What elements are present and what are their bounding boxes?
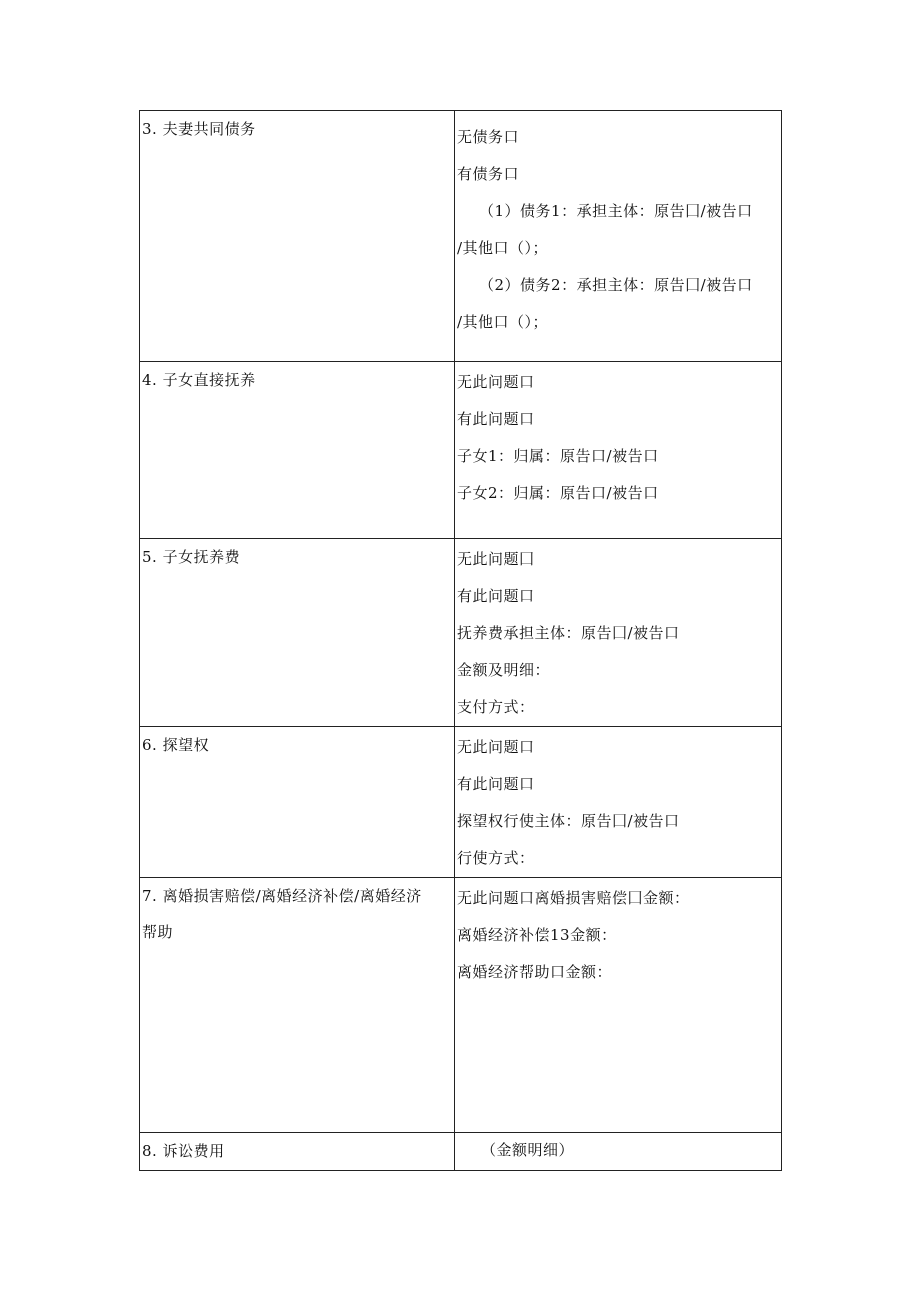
visitation-method-line: 行使方式： — [457, 849, 535, 867]
amount-detail-line: 金额及明细： — [457, 661, 551, 679]
row-value-cell — [455, 727, 782, 878]
economic-compensation-line: 离婚经济补偿13金额： — [457, 926, 617, 944]
row-value-cell — [455, 539, 782, 727]
row-label-cell — [140, 111, 455, 362]
debt-2-other-line: /其他口（）； — [457, 313, 549, 331]
option-has-issue: 有此问题口 — [457, 775, 535, 793]
row-label-cell — [140, 539, 455, 727]
row-label-cell — [140, 878, 455, 1133]
row-label: 3. 夫妻共同债务 — [142, 120, 256, 138]
row-value-cell — [455, 362, 782, 539]
row-value-cell — [455, 878, 782, 1133]
option-no-issue: 无此问题口 — [457, 373, 535, 391]
option-has-issue: 有此问题口 — [457, 587, 535, 605]
option-no-issue: 无此问题囗 — [457, 550, 535, 568]
row-label: 6. 探望权 — [142, 736, 210, 754]
row-label: 8. 诉讼费用 — [142, 1142, 225, 1160]
damages-compensation-line: 无此问题口离婚损害赔偿囗金额： — [457, 889, 690, 907]
table-row — [140, 111, 782, 362]
debt-1-line: （1）债务1：承担主体：原告囗/被告口 — [479, 202, 753, 220]
option-no-debt: 无债务口 — [457, 128, 520, 146]
economic-assistance-line: 离婚经济帮助口金额： — [457, 963, 613, 981]
table-row — [140, 1133, 782, 1171]
table-row — [140, 878, 782, 1133]
payment-method-line: 支付方式： — [457, 698, 535, 716]
row-label: 4. 子女直接抚养 — [142, 371, 256, 389]
option-no-issue: 无此问题口 — [457, 738, 535, 756]
table-row — [140, 362, 782, 539]
table-row — [140, 539, 782, 727]
row-label: 5. 子女抚养费 — [142, 548, 241, 566]
row-value-cell — [455, 1133, 782, 1171]
row-label-cell — [140, 727, 455, 878]
child-2-line: 子女2：归属：原告口/被告口 — [457, 484, 659, 502]
row-label-line-2: 帮助 — [142, 923, 174, 941]
amount-detail-note: （金额明细） — [481, 1141, 575, 1159]
child-1-line: 子女1：归属：原告口/被告口 — [457, 447, 659, 465]
row-label-cell — [140, 1133, 455, 1171]
visitation-holder-line: 探望权行使主体：原告囗/被告口 — [457, 812, 680, 830]
row-label-line-1: 7. 离婚损害赔偿/离婚经济补偿/离婚经济 — [142, 887, 422, 905]
option-has-issue: 有此问题口 — [457, 410, 535, 428]
row-label-cell — [140, 362, 455, 539]
table-row — [140, 727, 782, 878]
option-has-debt: 有债务口 — [457, 165, 520, 183]
support-payer-line: 抚养费承担主体：原告囗/被告口 — [457, 624, 680, 642]
debt-1-other-line: /其他口（）； — [457, 239, 549, 257]
form-table — [139, 110, 782, 1171]
debt-2-line: （2）债务2：承担主体：原告囗/被告口 — [479, 276, 753, 294]
row-value-cell — [455, 111, 782, 362]
